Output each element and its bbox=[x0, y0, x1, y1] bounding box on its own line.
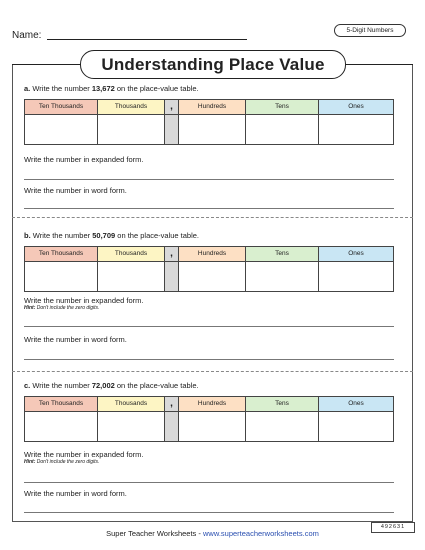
cell-thousands[interactable] bbox=[98, 412, 165, 442]
cell-comma bbox=[165, 262, 179, 292]
header-thousands: Thousands bbox=[98, 100, 165, 115]
cell-hundreds[interactable] bbox=[179, 262, 246, 292]
footer-separator: - bbox=[196, 529, 203, 538]
header-ones: Ones bbox=[319, 397, 394, 412]
cell-comma bbox=[165, 412, 179, 442]
prompt-text: on the place-value table. bbox=[117, 231, 200, 240]
hint-text bbox=[24, 305, 99, 311]
word-answer-line[interactable] bbox=[24, 359, 394, 360]
word-answer-line[interactable] bbox=[24, 208, 394, 209]
cell-hundreds[interactable] bbox=[179, 412, 246, 442]
header-hundreds: Hundreds bbox=[179, 100, 246, 115]
topic-badge: 5-Digit Numbers bbox=[334, 24, 406, 37]
question-number: 13,672 bbox=[91, 84, 115, 93]
cell-thousands[interactable] bbox=[98, 115, 165, 145]
hint-body: Don't include the zero digits. bbox=[36, 459, 100, 465]
question-letter: b. bbox=[24, 231, 31, 240]
prompt-text: on the place-value table. bbox=[116, 381, 199, 390]
cell-thousands[interactable] bbox=[98, 262, 165, 292]
name-label: Name: bbox=[12, 30, 42, 41]
footer-url-link[interactable]: www.superteacherworksheets.com bbox=[202, 529, 319, 538]
expanded-form-prompt: Write the number in expanded form. bbox=[24, 296, 144, 305]
prompt-text: Write the number bbox=[32, 381, 90, 390]
hint-body: Don't include the zero digits. bbox=[36, 305, 100, 311]
header-tens: Tens bbox=[246, 100, 319, 115]
cell-ones[interactable] bbox=[319, 115, 394, 145]
expanded-answer-line[interactable] bbox=[24, 179, 394, 180]
expanded-answer-line[interactable] bbox=[24, 482, 394, 483]
cell-tens[interactable] bbox=[246, 115, 319, 145]
footer-brand: Super Teacher Worksheets bbox=[106, 529, 197, 538]
header-ten-thousands: Ten Thousands bbox=[25, 247, 98, 262]
cell-ten-thousands[interactable] bbox=[25, 115, 98, 145]
header-comma: , bbox=[165, 247, 179, 262]
cell-ten-thousands[interactable] bbox=[25, 262, 98, 292]
footer bbox=[0, 529, 425, 538]
place-value-table bbox=[24, 246, 394, 292]
hint-label: Hint: bbox=[24, 305, 36, 311]
hint-text bbox=[24, 459, 99, 465]
place-value-table bbox=[24, 396, 394, 442]
word-answer-line[interactable] bbox=[24, 512, 394, 513]
cell-ten-thousands[interactable] bbox=[25, 412, 98, 442]
expanded-form-prompt: Write the number in expanded form. bbox=[24, 155, 144, 164]
question-letter: a. bbox=[24, 84, 31, 93]
word-form-prompt: Write the number in word form. bbox=[24, 489, 127, 498]
expanded-form-prompt: Write the number in expanded form. bbox=[24, 450, 144, 459]
cell-ones[interactable] bbox=[319, 262, 394, 292]
header-ten-thousands: Ten Thousands bbox=[25, 397, 98, 412]
question-prompt bbox=[24, 381, 199, 390]
expanded-answer-line[interactable] bbox=[24, 326, 394, 327]
question-letter: c. bbox=[24, 381, 31, 390]
cell-tens[interactable] bbox=[246, 262, 319, 292]
question-number: 72,002 bbox=[91, 381, 115, 390]
hint-label: Hint: bbox=[24, 459, 36, 465]
question-prompt bbox=[24, 231, 199, 240]
header-hundreds: Hundreds bbox=[179, 247, 246, 262]
worksheet-code: 492631 bbox=[371, 522, 415, 533]
header-tens: Tens bbox=[246, 397, 319, 412]
header-thousands: Thousands bbox=[98, 247, 165, 262]
word-form-prompt: Write the number in word form. bbox=[24, 335, 127, 344]
place-value-table bbox=[24, 99, 394, 145]
header-ten-thousands: Ten Thousands bbox=[25, 100, 98, 115]
question-number: 50,709 bbox=[92, 231, 116, 240]
header-hundreds: Hundreds bbox=[179, 397, 246, 412]
cell-ones[interactable] bbox=[319, 412, 394, 442]
header-ones: Ones bbox=[319, 247, 394, 262]
name-line[interactable] bbox=[47, 39, 247, 40]
header-thousands: Thousands bbox=[98, 397, 165, 412]
section-divider bbox=[12, 217, 413, 218]
cell-tens[interactable] bbox=[246, 412, 319, 442]
header-ones: Ones bbox=[319, 100, 394, 115]
prompt-text: Write the number bbox=[32, 231, 91, 240]
word-form-prompt: Write the number in word form. bbox=[24, 186, 127, 195]
header-comma: , bbox=[165, 100, 179, 115]
prompt-text: Write the number bbox=[32, 84, 90, 93]
prompt-text: on the place-value table. bbox=[116, 84, 199, 93]
section-divider bbox=[12, 371, 413, 372]
header-comma: , bbox=[165, 397, 179, 412]
question-prompt bbox=[24, 84, 199, 93]
cell-comma bbox=[165, 115, 179, 145]
page-title: Understanding Place Value bbox=[80, 50, 346, 79]
header-tens: Tens bbox=[246, 247, 319, 262]
cell-hundreds[interactable] bbox=[179, 115, 246, 145]
